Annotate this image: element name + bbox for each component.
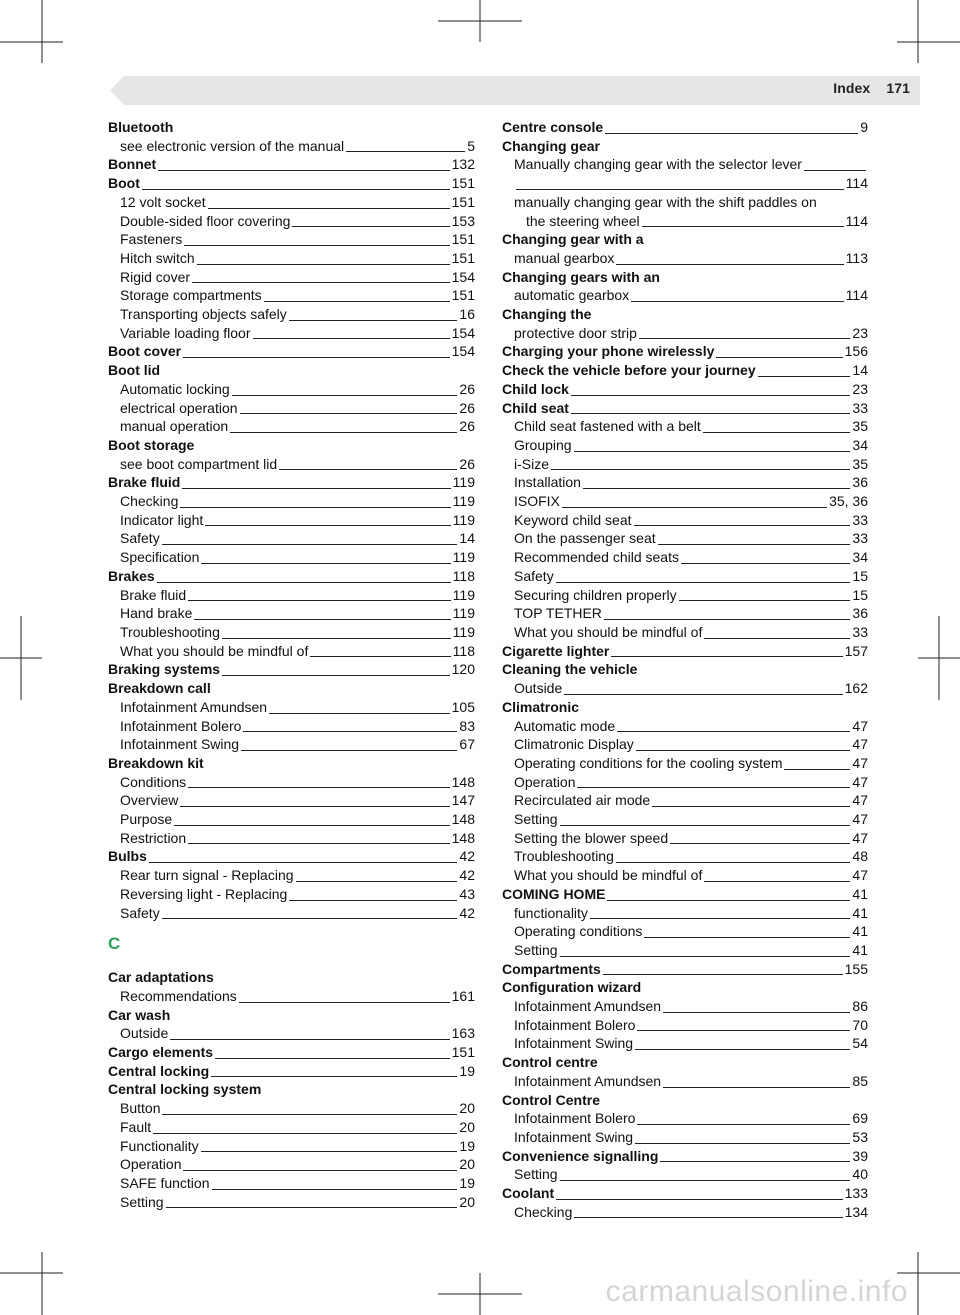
index-subentry: Safety 15 (514, 567, 868, 584)
index-heading: Configuration wizard (502, 979, 642, 996)
index-subentry: Keyword child seat 33 (514, 511, 868, 528)
index-subentry: Setting the blower speed 47 (514, 829, 868, 846)
index-subentry: Fault 20 (120, 1118, 475, 1135)
index-subentry: i-Size 35 (514, 455, 868, 472)
index-entry: Compartments 155 (502, 960, 868, 977)
index-subentry: Safety 14 (120, 530, 475, 547)
index-subentry: Infotainment Bolero 69 (514, 1110, 868, 1127)
index-subentry: Button 20 (120, 1100, 475, 1117)
index-entry: Check the vehicle before your journey 14 (502, 362, 868, 379)
index-subentry: Checking 134 (514, 1203, 868, 1220)
index-subentry: automatic gearbox 114 (514, 287, 868, 304)
index-subentry-continued: the steering wheel 114 (526, 212, 868, 229)
index-column-right (502, 118, 868, 1221)
index-subentry-continued: 114 (502, 174, 868, 193)
index-subentry: Reversing light - Replacing 43 (120, 885, 475, 902)
index-entry: Bonnet 132 (108, 156, 475, 173)
index-subentry: see electronic version of the manual 5 (120, 137, 475, 154)
index-entry: Bulbs 42 (108, 848, 475, 865)
index-entry: Brake fluid 119 (108, 474, 475, 491)
index-subentry: see boot compartment lid 26 (120, 455, 475, 472)
index-heading: Control centre (502, 1054, 598, 1071)
index-subentry: Restriction 148 (120, 829, 475, 846)
index-heading: Climatronic (502, 698, 580, 715)
index-subentry: manual gearbox 113 (514, 249, 868, 266)
index-subentry: On the passenger seat 33 (514, 530, 868, 547)
index-entry: Cargo elements 151 (108, 1044, 475, 1061)
index-heading: Boot storage (108, 436, 195, 453)
index-entry: Child seat 33 (502, 399, 868, 416)
index-heading: Bluetooth (108, 119, 174, 135)
index-heading: Changing gear (502, 137, 601, 154)
index-subentry-text: manually changing gear with the shift paddles on (514, 193, 817, 210)
index-subentry: Recommended child seats 34 (514, 549, 868, 566)
index-subentry: Setting 40 (514, 1166, 868, 1183)
header-band (110, 76, 920, 105)
section-letter-c: C (108, 934, 121, 954)
index-entry: Central locking 19 (108, 1062, 475, 1079)
index-subentry: Variable loading floor 154 (120, 324, 475, 341)
index-subentry: manual operation 26 (120, 418, 475, 435)
index-subentry: 12 volt socket 151 (120, 193, 475, 210)
index-heading: Control Centre (502, 1091, 600, 1108)
index-subentry: Hitch switch 151 (120, 249, 475, 266)
index-subentry: Automatic locking 26 (120, 380, 475, 397)
index-subentry: Grouping 34 (514, 436, 868, 453)
index-subentry: TOP TETHER 36 (514, 605, 868, 622)
index-subentry: Setting 41 (514, 941, 868, 958)
index-entry: Centre console 9 (502, 119, 868, 135)
page-header (833, 80, 910, 96)
index-subentry: Operation 47 (514, 773, 868, 790)
index-subentry: Infotainment Amundsen 105 (120, 698, 475, 715)
index-heading: Breakdown kit (108, 754, 204, 771)
index-subentry: Infotainment Swing 67 (120, 736, 475, 753)
index-entry: Braking systems 120 (108, 661, 475, 678)
index-subentry: Functionality 19 (120, 1137, 475, 1154)
index-subentry: Overview 147 (120, 792, 475, 809)
index-subentry: Infotainment Bolero 83 (120, 717, 475, 734)
index-subentry: What you should be mindful of 118 (120, 642, 475, 659)
index-subentry: Outside 162 (514, 680, 868, 697)
index-subentry: Indicator light 119 (120, 511, 475, 528)
index-subentry: Transporting objects safely 16 (120, 306, 475, 323)
index-subentry: Operating conditions 41 (514, 923, 868, 940)
index-subentry: Outside 163 (120, 1025, 475, 1042)
index-subentry: Troubleshooting 48 (514, 848, 868, 865)
index-entry: Brakes 118 (108, 567, 475, 584)
index-subentry: Infotainment Bolero 70 (514, 1016, 868, 1033)
index-subentry: Setting 20 (120, 1193, 475, 1210)
index-subentry: Conditions 148 (120, 773, 475, 790)
index-subentry: Hand brake 119 (120, 605, 475, 622)
index-entry: Boot 151 (108, 175, 475, 192)
index-heading: Breakdown call (108, 680, 211, 697)
index-subentry: Infotainment Swing 53 (514, 1128, 868, 1145)
page-number: 171 (886, 80, 910, 96)
index-heading: Changing gears with an (502, 268, 660, 285)
index-heading: Central locking system (108, 1081, 262, 1098)
index-entry: Boot cover 154 (108, 343, 475, 360)
index-entry: Cigarette lighter 157 (502, 642, 868, 659)
index-subentry: Operating conditions for the cooling system 47 (514, 754, 868, 771)
index-subentry: What you should be mindful of 47 (514, 867, 868, 884)
index-subentry: Infotainment Amundsen 85 (514, 1072, 868, 1089)
index-subentry: functionality 41 (514, 904, 868, 921)
index-subentry: What you should be mindful of 33 (514, 623, 868, 640)
index-subentry: SAFE function 19 (120, 1174, 475, 1191)
index-heading: Car wash (108, 1006, 171, 1023)
index-subentry: Purpose 148 (120, 811, 475, 828)
index-subentry: Setting 47 (514, 811, 868, 828)
index-entry: Coolant 133 (502, 1185, 868, 1202)
index-entry: Charging your phone wirelessly 156 (502, 343, 868, 360)
index-subentry: Climatronic Display 47 (514, 736, 868, 753)
index-subentry: electrical operation 26 (120, 399, 475, 416)
index-entry: COMING HOME 41 (502, 885, 868, 902)
index-subentry: Troubleshooting 119 (120, 623, 475, 640)
index-subentry: Automatic mode 47 (514, 717, 868, 734)
index-subentry: Storage compartments 151 (120, 287, 475, 304)
index-column-left (108, 118, 475, 1211)
index-subentry: Rear turn signal - Replacing 42 (120, 867, 475, 884)
index-subentry: Installation 36 (514, 474, 868, 491)
index-subentry: Brake fluid 119 (120, 586, 475, 603)
index-subentry: Specification 119 (120, 549, 475, 566)
watermark[interactable]: carmanualsonline.info (605, 1275, 908, 1308)
index-subentry: Recirculated air mode 47 (514, 792, 868, 809)
index-subentry: Child seat fastened with a belt 35 (514, 418, 868, 435)
index-subentry: Infotainment Amundsen 86 (514, 998, 868, 1015)
index-subentry: Securing children properly 15 (514, 586, 868, 603)
index-heading: Boot lid (108, 362, 161, 379)
index-subentry: Safety 42 (120, 904, 475, 921)
index-entry: Child lock 23 (502, 380, 868, 397)
index-heading: Car adaptations (108, 969, 214, 986)
index-subentry: Fasteners 151 (120, 231, 475, 248)
index-subentry: Manually changing gear with the selector lever (502, 155, 868, 174)
index-subentry: Recommendations 161 (120, 987, 475, 1004)
index-subentry: Double-sided floor covering 153 (120, 212, 475, 229)
index-subentry: Rigid cover 154 (120, 268, 475, 285)
index-heading: Changing gear with a (502, 231, 644, 248)
index-entry: Convenience signalling 39 (502, 1147, 868, 1164)
header-title: Index (833, 80, 871, 96)
index-subentry: Operation 20 (120, 1156, 475, 1173)
index-subentry: protective door strip 23 (514, 324, 868, 341)
index-subentry: Checking 119 (120, 493, 475, 510)
index-subentry: ISOFIX 35, 36 (514, 493, 868, 510)
index-heading: Changing the (502, 306, 592, 323)
index-heading: Cleaning the vehicle (502, 661, 638, 678)
index-subentry: Infotainment Swing 54 (514, 1035, 868, 1052)
